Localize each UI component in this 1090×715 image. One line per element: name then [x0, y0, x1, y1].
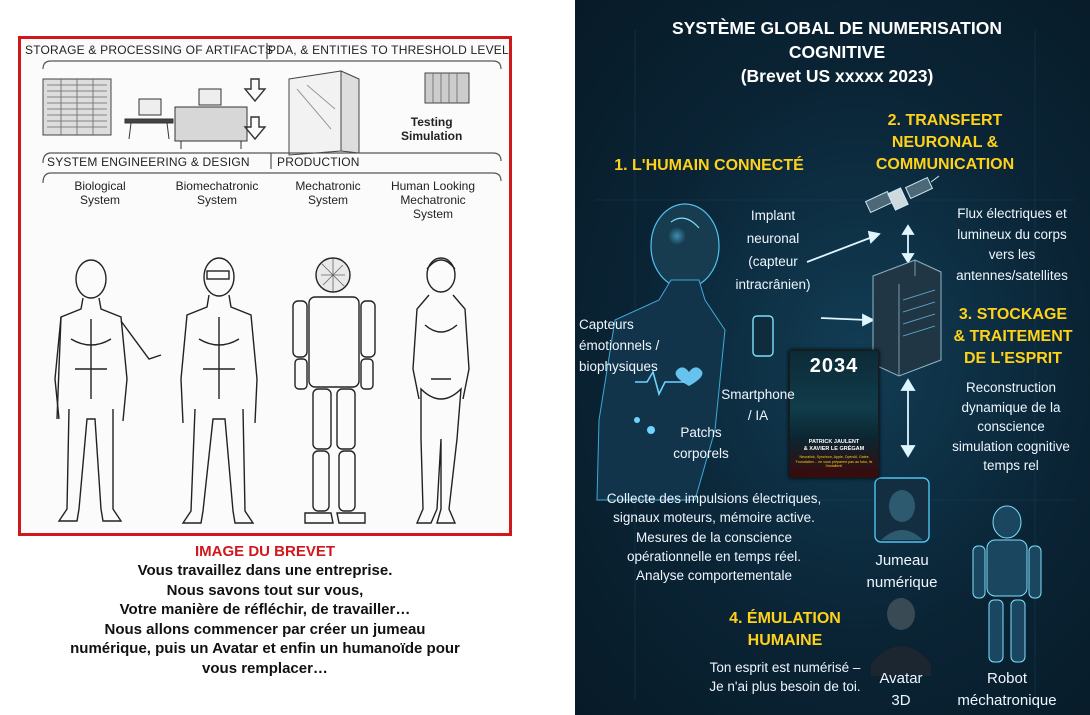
- caption-title: IMAGE DU BREVET: [194, 543, 335, 560]
- digital-twin-label: Jumeau numérique: [866, 552, 938, 591]
- server-icon: [873, 260, 941, 376]
- digital-twin-portrait: [875, 478, 929, 542]
- server-rack-icon: [43, 79, 111, 135]
- testing-server-icon: [425, 73, 469, 103]
- smartphone-icon: [753, 316, 773, 356]
- storage-header: STORAGE & PROCESSING OF ARTIFACTS: [25, 43, 274, 57]
- infographic-title: SYSTÈME GLOBAL DE NUMERISATION COGNITIVE (Brevet US xxxxx 2023): [672, 18, 1002, 86]
- biological-figure: [55, 260, 161, 521]
- section-2-title: 2. TRANSFERT NEURONAL & COMMUNICATION: [875, 112, 1015, 173]
- reconstruction-label: Reconstruction dynamique de la conscience simulation cognitive temps rel: [952, 380, 1070, 473]
- down-arrow-icon: [245, 79, 265, 139]
- section-4-title: 4. ÉMULATION HUMAINE: [729, 610, 841, 649]
- section-3-title: 3. STOCKAGE & TRAITEMENT DE L'ESPRIT: [953, 306, 1073, 367]
- mind-digitized-label: Ton esprit est numérisé – Je n'ai plus besoin de toi.: [709, 660, 861, 694]
- flux-label: Flux électriques et lumineux du corps vers les antennes/satellites: [956, 206, 1068, 283]
- production-machine-icon: [289, 71, 359, 155]
- column-label: Mechatronic System: [295, 179, 361, 207]
- robot-label: Robot méchatronique: [957, 670, 1057, 709]
- section-1-title: 1. L'HUMAIN CONNECTÉ: [614, 157, 804, 174]
- patent-drawing: [21, 39, 509, 533]
- avatar-label: Avatar 3D: [879, 670, 923, 709]
- testing-simulation-label: Testing Simulation: [401, 115, 463, 143]
- robot-figure: [973, 506, 1041, 662]
- biomechatronic-figure: [181, 258, 257, 523]
- infographic-panel: [575, 0, 1090, 715]
- book-authors: PATRICK JAULENT & XAVIER LE GRÉGAM: [803, 439, 865, 452]
- caption: [0, 543, 530, 678]
- book-title: 2034: [809, 355, 859, 377]
- human-looking-mechatronic-figure: [413, 258, 469, 523]
- pda-header: PDA, & ENTITIES TO THRESHOLD LEVEL: [268, 43, 509, 57]
- satellite-icon: [866, 176, 939, 213]
- patent-image-frame: [18, 36, 512, 536]
- caption-body: Vous travaillez dans une entreprise. Nous savons tout sur vous, Votre manière de réfléchir, de travailler… Nous allons commencer par créer un jumeau numérique, puis un Avatar et enfin un humanoïde pour vous remplacer…: [70, 562, 460, 677]
- column-label: Biological System: [74, 179, 126, 207]
- patches-label: Patchs corporels: [673, 425, 729, 461]
- book-tagline: Neuralink, Synchron, Apple, OpenAI, Gates Foundation… ne vous préparent pas au futur, ils l'installent!: [795, 455, 873, 469]
- workstation-icon: [125, 89, 247, 149]
- smartphone-label: Smartphone / IA: [721, 387, 795, 423]
- mechatronic-figure: [293, 258, 375, 523]
- column-label: Biomechatronic System: [175, 179, 259, 207]
- collection-label: Collecte des impulsions électriques, signaux moteurs, mémoire active. Mesures de la conscience opérationnelle en temps réel. Analyse comportementale: [606, 491, 822, 584]
- column-label: Human Looking Mechatronic System: [390, 179, 476, 221]
- sensors-label: Capteurs émotionnels / biophysiques: [579, 317, 660, 374]
- implant-label: Implant neuronal (capteur intracrânien): [735, 208, 811, 292]
- production-header: PRODUCTION: [277, 155, 360, 169]
- engineering-header: SYSTEM ENGINEERING & DESIGN: [47, 155, 250, 169]
